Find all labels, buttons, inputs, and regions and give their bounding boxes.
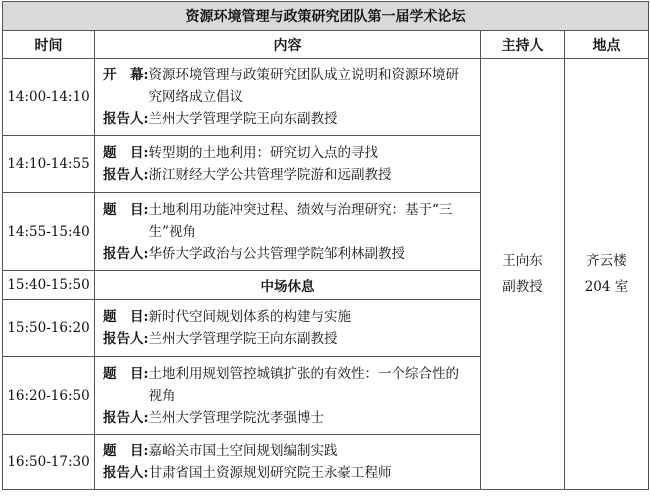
session-speaker: 华侨大学政治与公共管理学院邹利林副教授	[148, 245, 405, 262]
break-label: 中场休息	[95, 271, 481, 300]
session-topic: 土地利用规划管控城镇扩张的有效性：一个综合性的视角	[148, 365, 459, 404]
speaker-label: 报告人:	[103, 167, 149, 183]
session-time: 14:55-15:40	[3, 193, 95, 271]
topic-label: 题 目:	[103, 365, 149, 382]
speaker-label: 报告人:	[103, 245, 149, 262]
session-speaker: 兰州大学管理学院王向东副教授	[148, 331, 338, 347]
session-topic: 转型期的土地利用：研究切入点的寻找	[148, 145, 378, 161]
topic-label: 题 目:	[103, 145, 149, 161]
host-cell	[481, 59, 565, 490]
topic-label: 开 幕:	[103, 67, 149, 83]
session-time: 16:20-16:50	[3, 357, 95, 435]
location-building: 齐云楼	[586, 253, 627, 269]
session-content	[95, 136, 481, 193]
host-title: 副教授	[502, 279, 543, 295]
speaker-label: 报告人:	[103, 111, 149, 127]
location-room: 204 室	[584, 279, 629, 295]
schedule-table	[2, 1, 649, 490]
header-location: 地点	[565, 31, 649, 59]
location-cell	[565, 59, 649, 490]
session-speaker: 甘肃省国土资源规划研究院王永豪工程师	[148, 465, 392, 481]
session-content	[95, 193, 481, 271]
host-name: 王向东	[502, 253, 543, 269]
session-topic: 资源环境管理与政策研究团队成立说明和资源环境研究网络成立倡议	[148, 67, 459, 105]
session-content	[95, 435, 481, 490]
speaker-label: 报告人:	[103, 409, 149, 426]
topic-label: 题 目:	[103, 201, 149, 218]
session-time: 15:50-16:20	[3, 300, 95, 357]
session-time: 16:50-17:30	[3, 435, 95, 490]
header-content: 内容	[95, 31, 481, 59]
session-speaker: 兰州大学管理学院沈孝强博士	[148, 409, 324, 426]
header-time: 时间	[3, 31, 95, 59]
header-host: 主持人	[481, 31, 565, 59]
session-time: 14:00-14:10	[3, 59, 95, 136]
topic-label: 题 目:	[103, 443, 149, 459]
break-time: 15:40-15:50	[3, 271, 95, 300]
session-topic: 土地利用功能冲突过程、绩效与治理研究：基于“三生”视角	[148, 201, 453, 240]
forum-title: 资源环境管理与政策研究团队第一届学术论坛	[3, 2, 649, 31]
speaker-label: 报告人:	[103, 465, 149, 481]
session-content	[95, 300, 481, 357]
session-time: 14:10-14:55	[3, 136, 95, 193]
table-row	[3, 59, 649, 136]
session-speaker: 兰州大学管理学院王向东副教授	[148, 111, 338, 127]
session-content	[95, 357, 481, 435]
session-content	[95, 59, 481, 136]
speaker-label: 报告人:	[103, 331, 149, 347]
session-topic: 嘉峪关市国土空间规划编制实践	[148, 443, 338, 459]
session-topic: 新时代空间规划体系的构建与实施	[148, 309, 351, 325]
session-speaker: 浙江财经大学公共管理学院游和远副教授	[148, 167, 392, 183]
topic-label: 题 目:	[103, 309, 149, 325]
